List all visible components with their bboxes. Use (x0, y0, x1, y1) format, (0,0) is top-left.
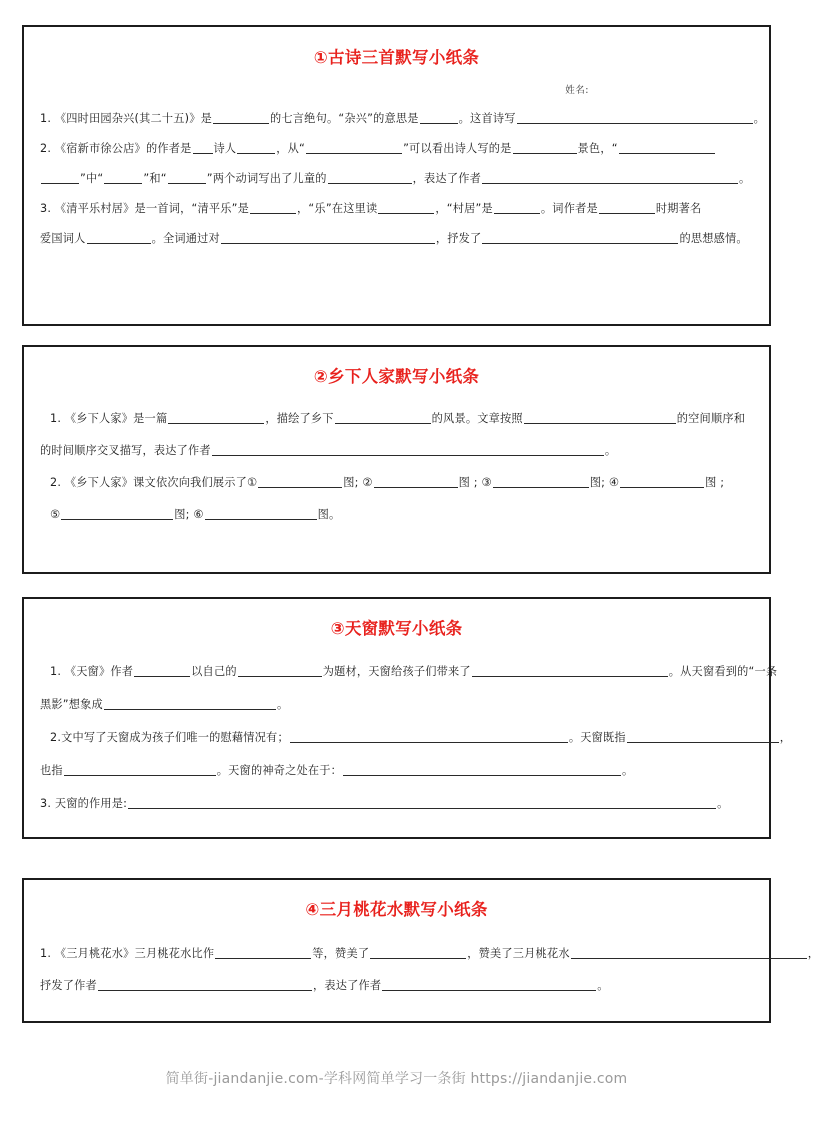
answer-blank[interactable] (517, 111, 753, 124)
question-item (40, 403, 755, 435)
answer-blank[interactable] (41, 171, 79, 184)
answer-blank[interactable] (238, 664, 322, 677)
question-number: 3. (40, 797, 52, 810)
question-text: ， (807, 947, 819, 960)
answer-blank[interactable] (482, 231, 678, 244)
question-text: ⑤ (50, 508, 61, 521)
question-text: 的七言绝句。“杂兴”的意思是 (270, 112, 419, 125)
question-text: 图 ; ③ (458, 476, 492, 489)
question-text: 以自己的 (191, 665, 237, 678)
question-line (40, 499, 755, 531)
answer-blank[interactable] (571, 946, 807, 959)
answer-blank[interactable] (213, 111, 269, 124)
answer-blank[interactable] (98, 978, 312, 991)
question-text: ，“村居”是 (435, 202, 493, 215)
question-text: 《四时田园杂兴(其二十五)》是 (54, 112, 213, 125)
answer-blank[interactable] (212, 443, 604, 456)
question-text: 文中写了天窗成为孩子们唯一的慰藉情况有； (61, 731, 289, 744)
footer-watermark: 简单街-jiandanjie.com-学科网简单学习一条街 https://jiandanjie.com (165, 1071, 628, 1087)
question-number: 1. (50, 665, 62, 678)
question-text: 《乡下人家》是一篇 (64, 412, 168, 425)
question-text: 时期著名 (655, 202, 702, 215)
answer-blank[interactable] (290, 730, 568, 743)
section-2-title: ②乡下人家默写小纸条 (313, 367, 480, 386)
answer-blank[interactable] (306, 141, 402, 154)
answer-blank[interactable] (627, 730, 779, 743)
question-text: 。 (276, 698, 289, 711)
question-text: 《宿新市徐公店》的作者是 (54, 142, 192, 155)
question-item (40, 721, 792, 754)
answer-blank[interactable] (215, 946, 311, 959)
answer-blank[interactable] (87, 231, 151, 244)
question-text: 的思想感情。 (679, 232, 748, 245)
question-text: ”中“ (80, 172, 104, 185)
question-text: 《天窗》作者 (64, 665, 134, 678)
question-item (40, 194, 755, 224)
question-text: 图; ④ (589, 476, 620, 489)
question-text: 图 ; (705, 476, 725, 489)
answer-blank[interactable] (104, 697, 276, 710)
answer-blank[interactable] (343, 763, 621, 776)
answer-blank[interactable] (378, 201, 434, 214)
question-text: ，表达了作者 (312, 979, 382, 992)
answer-blank[interactable] (168, 171, 206, 184)
question-text: 《乡下人家》课文依次向我们展示了① (64, 476, 258, 489)
question-line (40, 224, 755, 254)
question-text: 。 (622, 764, 634, 777)
question-number: 1. (50, 412, 62, 425)
worksheet-section-2 (22, 345, 771, 574)
worksheet-section-1 (22, 25, 771, 326)
question-text: 图; ② (343, 476, 373, 489)
question-text: 的风景。文章按照 (431, 412, 523, 425)
answer-blank[interactable] (104, 171, 142, 184)
question-text: ”和“ (143, 172, 167, 185)
question-number: 1. (40, 947, 52, 960)
question-item (40, 104, 766, 134)
section-1-questions (24, 104, 769, 254)
question-number: 2. (50, 476, 62, 489)
answer-blank[interactable] (620, 475, 704, 488)
question-text: ，从“ (276, 142, 306, 155)
question-text: 为题材，天窗给孩子们带来了 (322, 665, 471, 678)
question-text: 。 (717, 797, 729, 810)
question-text: 图; ⑥ (174, 508, 204, 521)
question-item (40, 655, 778, 688)
answer-blank[interactable] (335, 411, 431, 424)
answer-blank[interactable] (193, 141, 213, 154)
question-text: ，描绘了乡下 (265, 412, 334, 425)
question-item (40, 467, 755, 499)
answer-blank[interactable] (482, 171, 738, 184)
question-text: 诗人 (213, 142, 237, 155)
question-item (40, 938, 819, 970)
answer-blank[interactable] (494, 201, 540, 214)
answer-blank[interactable] (205, 507, 317, 520)
question-line (40, 970, 755, 1002)
answer-blank[interactable] (168, 411, 264, 424)
question-text: 《三月桃花水》三月桃花水比作 (54, 947, 215, 960)
question-text: 。词作者是 (540, 202, 598, 215)
question-text: ，“乐”在这里读 (297, 202, 378, 215)
answer-blank[interactable] (328, 171, 412, 184)
answer-blank[interactable] (370, 946, 466, 959)
worksheet-section-4 (22, 878, 819, 1023)
question-number: 2. (40, 142, 52, 155)
section-1-title: ①古诗三首默写小纸条 (313, 48, 480, 67)
question-line (40, 754, 755, 787)
question-text: 。这首诗写 (458, 112, 516, 125)
question-item (40, 787, 755, 820)
question-text: 。从天窗看到的“一条 (668, 665, 778, 678)
question-text: ”两个动词写出了儿童的 (206, 172, 327, 185)
question-number: 2. (50, 731, 62, 744)
section-3-questions (24, 655, 792, 820)
question-text: 。 (753, 112, 766, 125)
question-text: 。 (597, 979, 609, 992)
name-label: 姓名: (565, 85, 589, 96)
question-text: ， (779, 731, 792, 744)
answer-blank[interactable] (493, 475, 589, 488)
question-text: 黑影”想象成 (40, 698, 103, 711)
question-line (40, 688, 755, 721)
answer-blank[interactable] (237, 141, 275, 154)
section-4-title: ④三月桃花水默写小纸条 (305, 900, 488, 919)
question-text: 的空间顺序和 (676, 412, 746, 425)
answer-blank[interactable] (64, 763, 216, 776)
answer-blank[interactable] (472, 664, 668, 677)
answer-blank[interactable] (374, 475, 458, 488)
answer-blank[interactable] (382, 978, 596, 991)
question-text: ”可以看出诗人写的是 (403, 142, 512, 155)
question-text: 的时间顺序交叉描写，表达了作者 (40, 444, 211, 457)
question-text: 等，赞美了 (312, 947, 370, 960)
section-4-questions (24, 938, 819, 1002)
section-3-title: ③天窗默写小纸条 (330, 619, 463, 638)
question-text: 爱国词人 (40, 232, 86, 245)
question-text: 。天窗的神奇之处在于： (216, 764, 343, 777)
section-2-questions (24, 403, 769, 531)
question-text: 抒发了作者 (40, 979, 97, 992)
worksheet-section-3 (22, 597, 792, 839)
answer-blank[interactable] (258, 475, 342, 488)
answer-blank[interactable] (420, 111, 458, 124)
question-text: 天窗的作用是: (54, 797, 128, 810)
question-text: 《清平乐村居》是一首词，“清平乐”是 (54, 202, 250, 215)
question-text: 景色，“ (577, 142, 618, 155)
question-number: 3. (40, 202, 52, 215)
question-item (40, 134, 755, 164)
answer-blank[interactable] (134, 664, 190, 677)
answer-blank[interactable] (513, 141, 577, 154)
answer-blank[interactable] (250, 201, 296, 214)
question-text: ，抒发了 (435, 232, 482, 245)
question-number: 1. (40, 112, 52, 125)
answer-blank[interactable] (599, 201, 655, 214)
question-line (40, 164, 755, 194)
question-line (40, 435, 755, 467)
question-text: ，赞美了三月桃花水 (467, 947, 570, 960)
question-text: 。 (604, 444, 617, 457)
question-text: 。 (738, 172, 751, 185)
question-text: 。全词通过对 (151, 232, 220, 245)
answer-blank[interactable] (221, 231, 435, 244)
answer-blank[interactable] (524, 411, 676, 424)
question-text: 。天窗既指 (568, 731, 626, 744)
question-text: 也指 (40, 764, 63, 777)
question-text: ，表达了作者 (412, 172, 481, 185)
question-text: 图。 (317, 508, 341, 521)
answer-blank[interactable] (128, 796, 716, 809)
answer-blank[interactable] (61, 507, 173, 520)
answer-blank[interactable] (619, 141, 715, 154)
